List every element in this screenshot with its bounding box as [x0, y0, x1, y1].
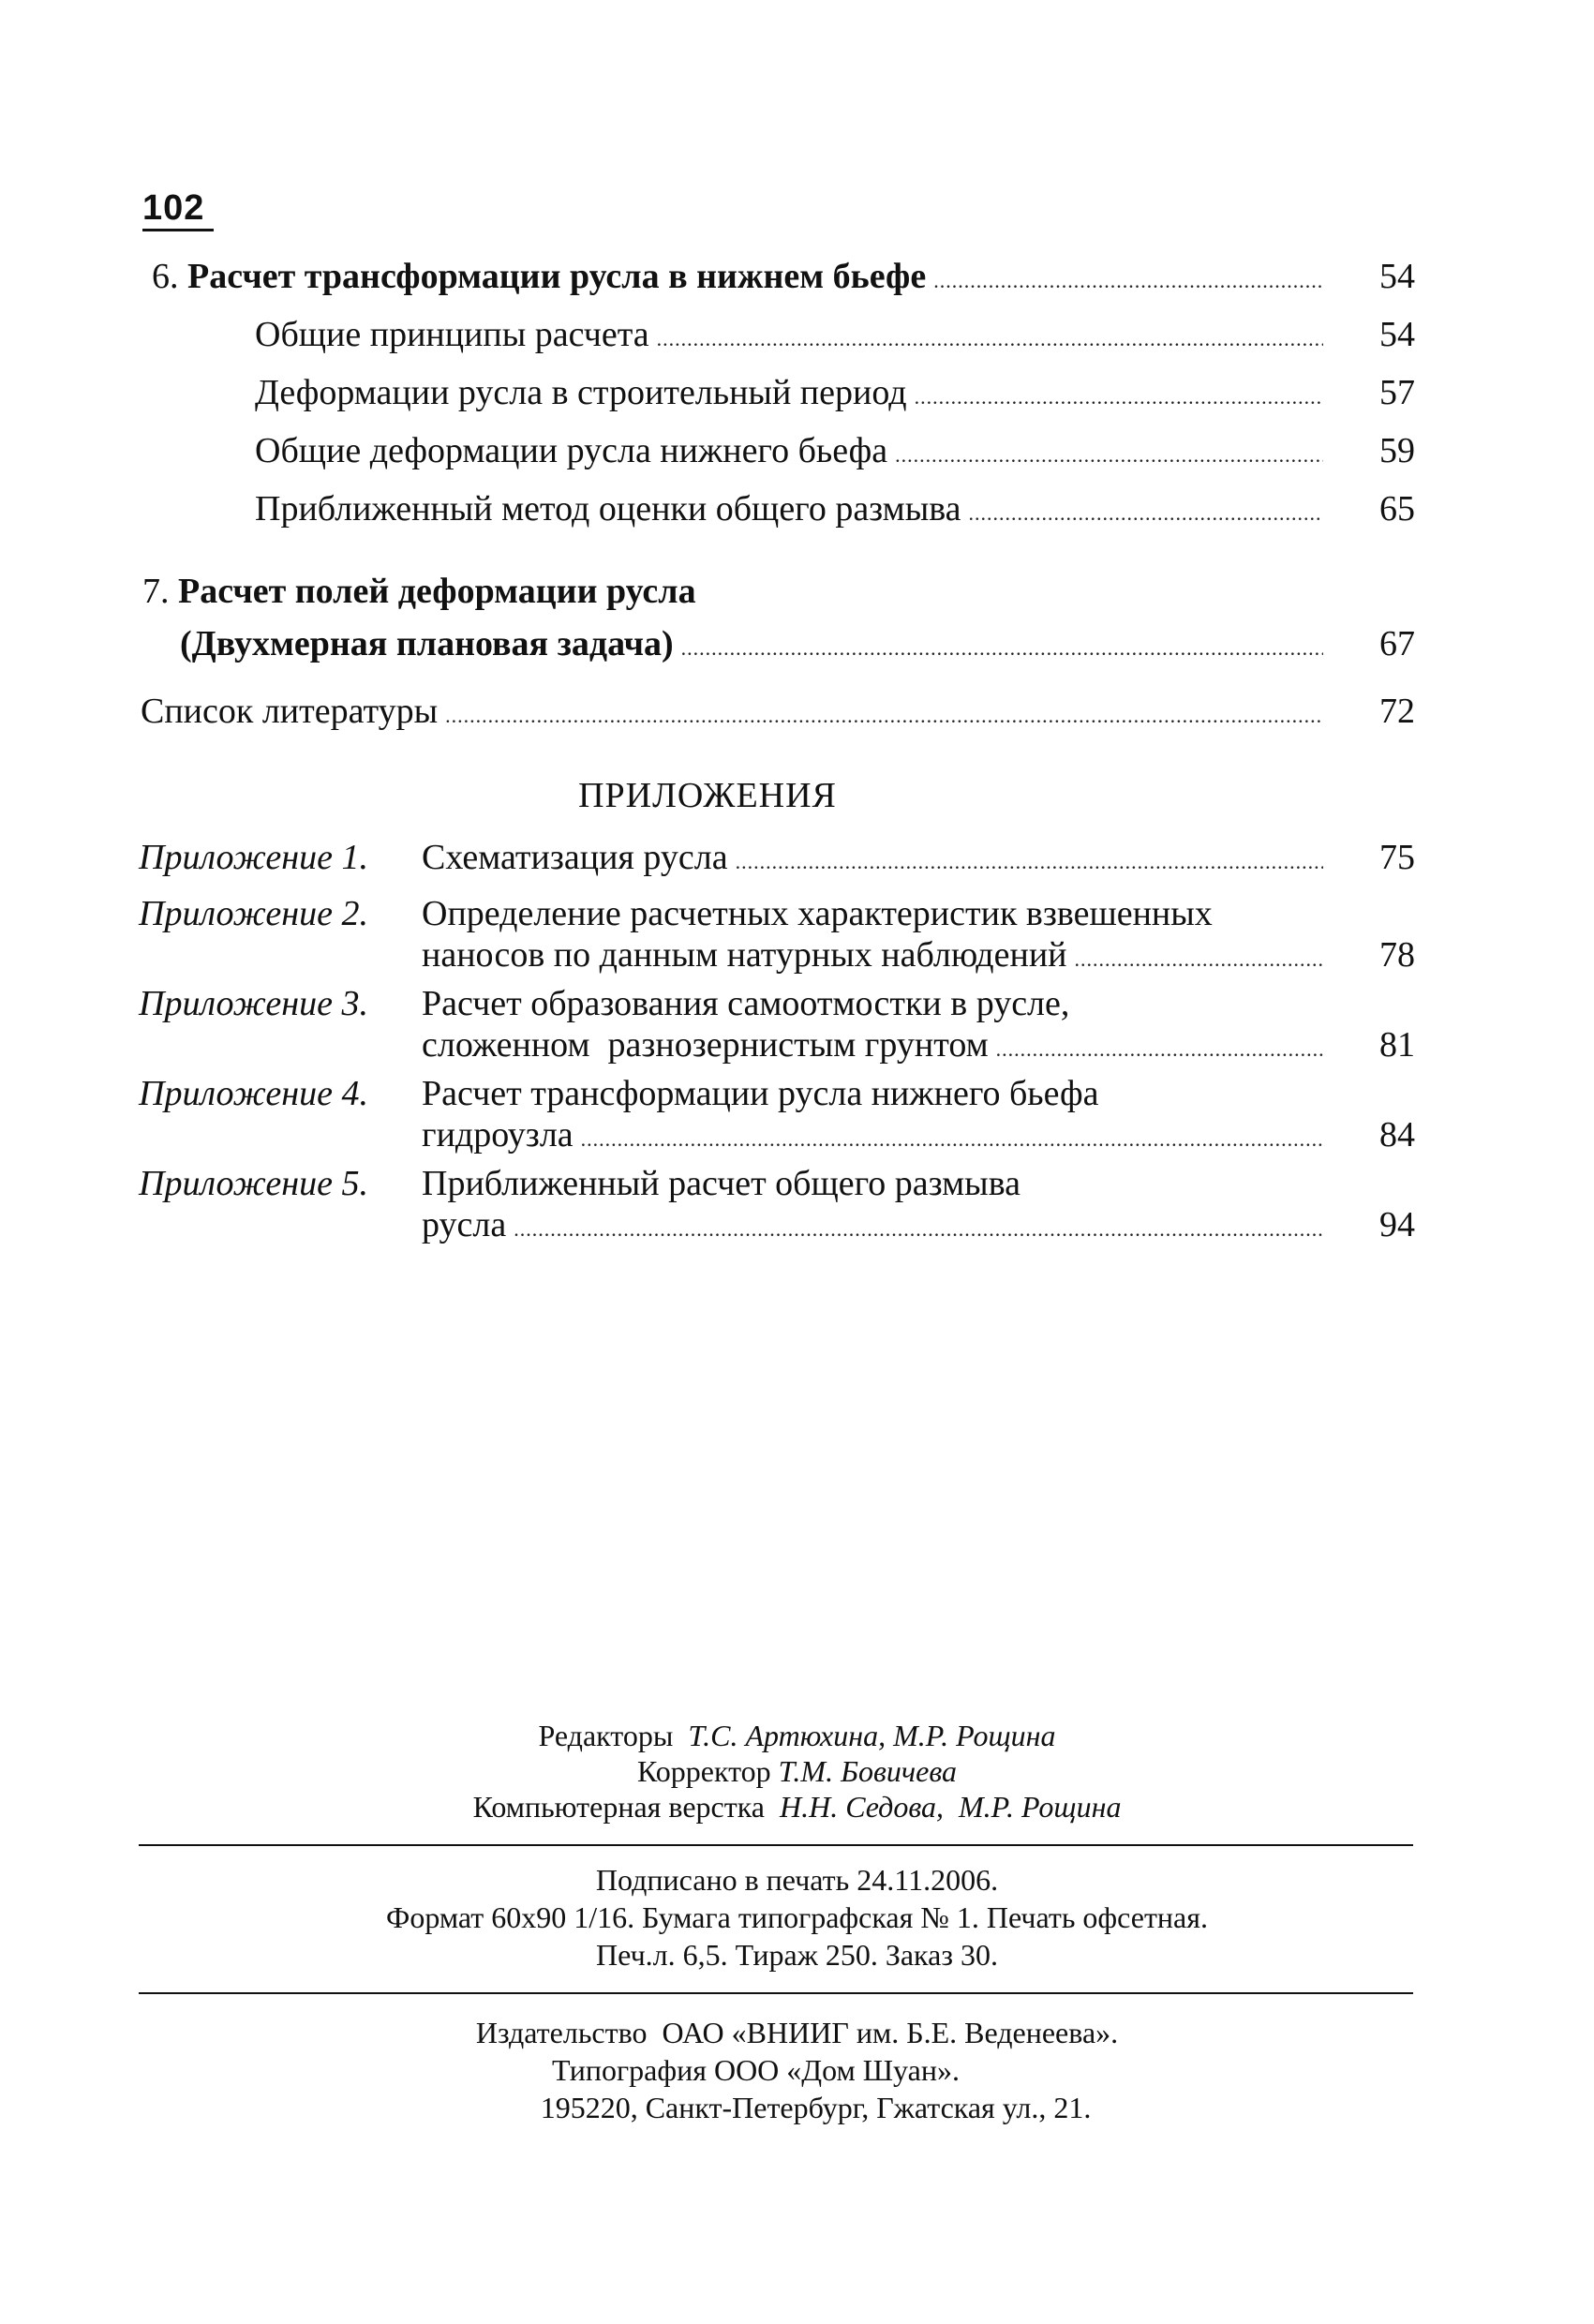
appendix-title: Определение расчетных характеристик взвешенных	[422, 894, 1213, 933]
dot-leader	[1075, 938, 1324, 981]
imprint-corrector	[0, 1753, 1594, 1789]
toc-item-page: 54	[1379, 315, 1415, 354]
appendix-page: 94	[1379, 1205, 1415, 1244]
format-info: Формат 60х90 1/16. Бумага типографская № 1. Печать офсетная.	[386, 1900, 1208, 1934]
appendix-entry	[422, 1113, 1331, 1161]
toc-chapter-7-title: Расчет полей деформации русла	[178, 572, 696, 611]
page-number: 102	[142, 187, 214, 231]
dot-leader	[657, 318, 1323, 361]
appendix-label: Приложение 3.	[139, 984, 368, 1023]
appendix-page: 75	[1379, 838, 1415, 877]
toc-chapter-7-line2	[180, 622, 1331, 670]
appendix-entry	[422, 1023, 1331, 1071]
dot-leader	[681, 627, 1323, 670]
appendix-label: Приложение 4.	[139, 1074, 368, 1113]
toc-chapter-7-line1	[142, 570, 696, 613]
editors-label: Редакторы	[538, 1719, 674, 1752]
appendix-entry	[422, 1203, 1331, 1251]
toc-item-title: Общие принципы расчета	[255, 315, 649, 354]
address: 195220, Санкт-Петербург, Гжатская ул., 21.	[540, 2091, 1092, 2124]
appendix-title: Приближенный расчет общего размыва	[422, 1164, 1021, 1203]
appendix-label: Приложение 2.	[139, 894, 368, 933]
toc-chapter-6-page: 54	[1379, 257, 1415, 296]
appendix-title-cont: наносов по данным натурных наблюдений	[422, 935, 1067, 975]
toc-chapter-6	[152, 255, 1331, 303]
appendix-title-cont: сложенном разнозернистым грунтом	[422, 1025, 989, 1065]
appendices-heading: ПРИЛОЖЕНИЯ	[578, 776, 837, 815]
dot-leader	[736, 841, 1323, 884]
divider	[139, 1844, 1413, 1846]
dot-leader	[445, 694, 1323, 737]
layout-label: Компьютерная верстка	[472, 1790, 765, 1824]
toc-item	[255, 429, 1331, 477]
toc-references-title: Список литературы	[141, 692, 439, 731]
appendix-entry	[422, 933, 1331, 981]
print-info: Печ.л. 6,5. Тираж 250. Заказ 30.	[596, 1938, 998, 1972]
dot-leader	[514, 1208, 1323, 1251]
appendix-title: Расчет образования самоотмостки в русле,	[422, 984, 1070, 1023]
toc-chapter-7-page: 67	[1379, 624, 1415, 663]
dot-leader	[933, 260, 1323, 303]
toc-item-page: 59	[1379, 431, 1415, 470]
corrector-name: Т.М. Бовичева	[778, 1754, 957, 1788]
dot-leader	[581, 1118, 1323, 1161]
toc-item	[255, 487, 1331, 535]
toc-references-page: 72	[1379, 692, 1415, 731]
toc-item-page: 57	[1379, 373, 1415, 412]
appendix-entry	[422, 836, 1331, 884]
printing-house: Типография ООО «Дом Шуан».	[552, 2053, 960, 2087]
layout-names: Н.Н. Седова, М.Р. Рощина	[779, 1790, 1122, 1824]
appendix-title: Схематизация русла	[422, 838, 728, 877]
toc-item	[255, 313, 1331, 361]
toc-item-page: 65	[1379, 489, 1415, 529]
toc-item-title: Приближенный метод оценки общего размыва	[255, 489, 961, 529]
appendix-page: 84	[1379, 1115, 1415, 1155]
toc-chapter-7-subtitle: (Двухмерная плановая задача)	[180, 624, 674, 663]
appendix-page: 78	[1379, 935, 1415, 975]
toc-chapter-7-number: 7.	[142, 572, 170, 611]
publisher: Издательство ОАО «ВНИИГ им. Б.Е. Веденеева».	[475, 2016, 1119, 2049]
imprint-editors	[0, 1718, 1594, 1753]
appendix-page: 81	[1379, 1025, 1415, 1065]
toc-item-title: Деформации русла в строительный период	[255, 373, 907, 412]
dot-leader	[996, 1028, 1323, 1071]
divider	[139, 1992, 1413, 1994]
editors-names: Т.С. Артюхина, М.Р. Рощина	[688, 1719, 1056, 1752]
toc-item	[255, 371, 1331, 419]
toc-references	[141, 690, 1331, 737]
signed-for-print: Подписано в печать 24.11.2006.	[595, 1863, 999, 1897]
toc-chapter-6-title: Расчет трансформации русла в нижнем бьефе	[187, 257, 927, 296]
toc-item-title: Общие деформации русла нижнего бьефа	[255, 431, 888, 470]
corrector-label: Корректор	[637, 1754, 771, 1788]
appendix-label: Приложение 5.	[139, 1164, 368, 1203]
appendix-title-cont: гидроузла	[422, 1115, 574, 1155]
dot-leader	[895, 434, 1323, 477]
dot-leader	[969, 492, 1323, 535]
appendix-label: Приложение 1.	[139, 838, 368, 877]
imprint-layout	[0, 1789, 1594, 1825]
toc-chapter-6-number: 6.	[152, 257, 179, 296]
appendix-title-cont: русла	[422, 1205, 507, 1244]
appendix-title: Расчет трансформации русла нижнего бьефа	[422, 1074, 1099, 1113]
dot-leader	[915, 376, 1323, 419]
